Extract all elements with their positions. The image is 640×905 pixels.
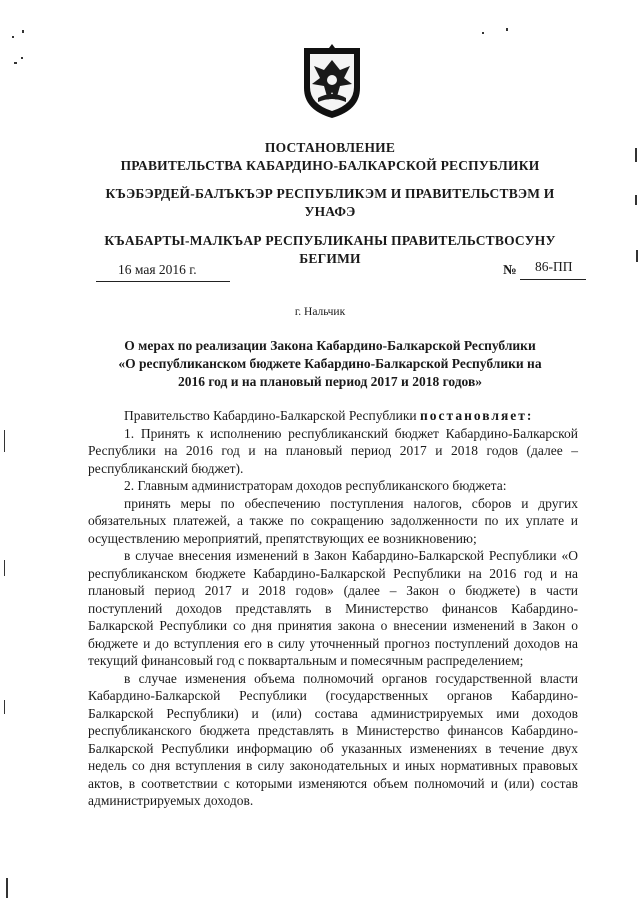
issuer-title-krc-line1: КЪАБАРТЫ-МАЛКЪАР РЕСПУБЛИКАНЫ ПРАВИТЕЛЬСТВОСУНУ — [104, 233, 556, 248]
scan-speck — [12, 36, 14, 38]
document-title — [90, 337, 570, 391]
date-underline — [96, 281, 230, 282]
paragraph-1: 1. Принять к исполнению республиканский бюджет Кабардино-Балкарской Республики на 2016 год и на плановый период 2017 и 2018 годов (далее – республиканский бюджет). — [88, 425, 578, 476]
number-underline — [520, 279, 586, 280]
decree-verb: постановляет: — [420, 408, 534, 423]
scan-speck — [635, 195, 637, 205]
issuer-title-kbd-line1: КЪЭБЭРДЕЙ-БАЛЪКЪЭР РЕСПУБЛИКЭМ И ПРАВИТЕЛЬСТВЭМ И — [105, 186, 555, 201]
paragraph-2-item-1: принять меры по обеспечению поступления налогов, сборов и других обязательных платежей, а также по сокращению задолженности по их уплате и осуществлению мероприятий, препятствующих ее возникновению; — [88, 495, 578, 546]
document-title-line: «О республиканском бюджете Кабардино-Балкарской Республики на — [118, 356, 542, 371]
paragraph-preamble — [88, 407, 578, 425]
preamble-text: Правительство Кабардино-Балкарской Республики — [124, 408, 420, 423]
document-title-line: О мерах по реализации Закона Кабардино-Балкарской Республики — [124, 338, 536, 353]
scan-speck — [4, 430, 5, 452]
document-date: 16 мая 2016 г. — [118, 262, 197, 277]
document-title-line: 2016 год и на плановый период 2017 и 2018 годов» — [177, 374, 483, 389]
paragraph-2: 2. Главным администраторам доходов республиканского бюджета: — [124, 478, 507, 493]
document-number: 86-ПП — [535, 259, 573, 274]
scan-speck — [6, 878, 8, 898]
scan-speck — [636, 250, 638, 262]
scan-speck — [14, 62, 17, 64]
scan-speck — [22, 30, 24, 33]
issuer-title-krc-line2: БЕГИМИ — [299, 251, 361, 266]
scan-speck — [4, 560, 5, 576]
issuer-title-ru: ПРАВИТЕЛЬСТВА КАБАРДИНО-БАЛКАРСКОЙ РЕСПУБЛИКИ — [120, 158, 540, 173]
scan-speck — [4, 700, 5, 714]
scan-speck — [506, 28, 508, 31]
document-body — [88, 407, 578, 810]
issuer-title-kbd-line2: УНАФЭ — [304, 204, 356, 219]
scan-speck — [21, 57, 23, 59]
scan-speck — [635, 148, 637, 162]
city: г. Нальчик — [294, 306, 346, 318]
emblem-icon — [300, 40, 364, 120]
number-label: № — [503, 262, 517, 277]
paragraph-2-item-3: в случае изменения объема полномочий органов государственной власти Кабардино-Балкарской Республики (государственных органов Кабардино-Балкарской Республики) и (или) состава администрируемых ими доходов республиканского бюджета представлять в Министерство финансов Кабардино-Балкарской Республики информацию об указанных изменениях в течение двух недель со дня вступления в силу законодательных и иных нормативных правовых актов, в соответствии с которыми изменяются объем полномочий и (или) состав администрируемых доходов. — [88, 670, 578, 808]
doc-type-title: ПОСТАНОВЛЕНИЕ — [264, 140, 396, 155]
scan-speck — [482, 32, 484, 34]
paragraph-2-item-2: в случае внесения изменений в Закон Кабардино-Балкарской Республики «О республиканском бюджете Кабардино-Балкарской Республики на 2016 год и на плановый период 2017 и 2018 годов» (далее – Закон о бюджете) в части поступлений доходов представлять в Министерство финансов Кабардино-Балкарской Республики со дня принятия закона о внесении изменений в Закон о бюджете и до вступления его в силу уточненный прогноз поступлений доходов на текущий финансовый год с поквартальным и помесячным распределением; — [88, 548, 578, 668]
